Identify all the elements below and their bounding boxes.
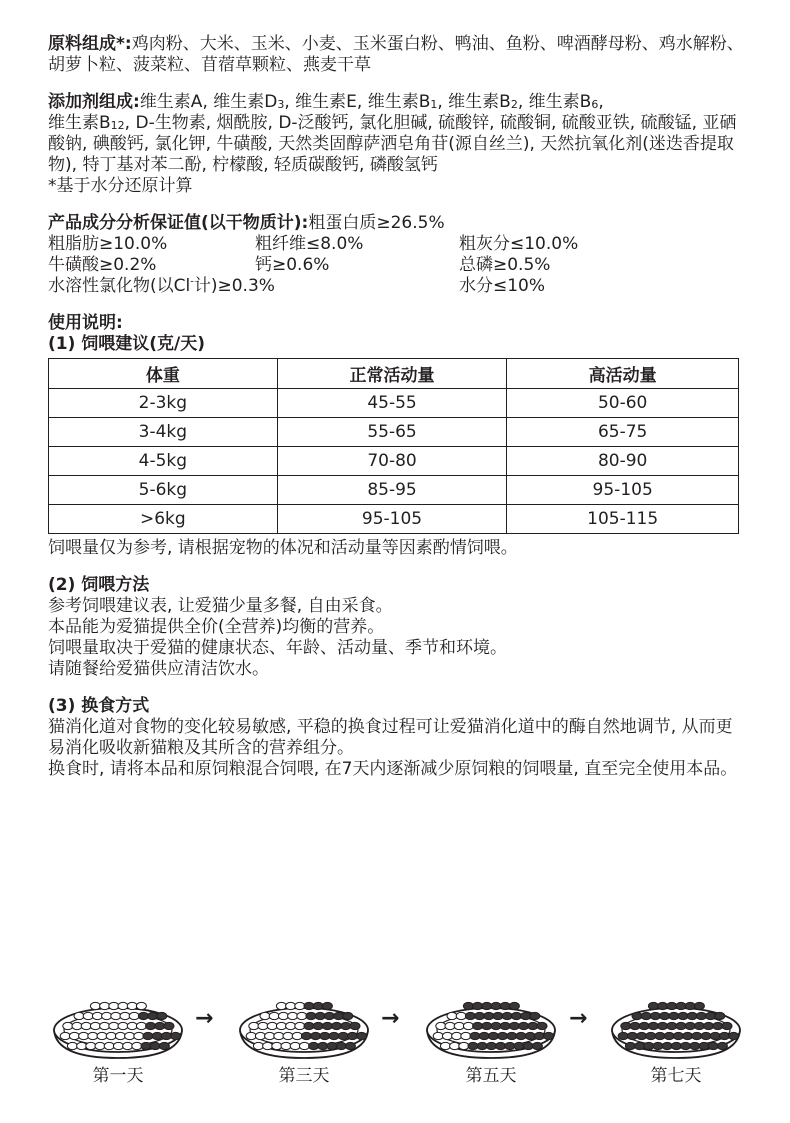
kibble-new-icon <box>692 1032 702 1039</box>
kibble-new-icon <box>713 1022 723 1029</box>
kibble-new-icon <box>318 1042 328 1049</box>
kibble-new-icon <box>336 1042 346 1049</box>
kibble-new-icon <box>618 1032 628 1039</box>
kibble-new-icon <box>704 1022 714 1029</box>
ingredients-section <box>48 34 748 76</box>
kibble-new-icon <box>484 1012 494 1019</box>
kibble-old-icon <box>253 1042 263 1049</box>
kibble-new-icon <box>699 1042 709 1049</box>
kibble-new-icon <box>653 1042 663 1049</box>
kibble-new-icon <box>717 1042 727 1049</box>
analysis-section <box>48 213 748 297</box>
kibble-new-icon <box>313 1022 323 1029</box>
kibble-new-icon <box>641 1012 651 1019</box>
kibble-new-icon <box>685 1022 695 1029</box>
kibble-new-icon <box>338 1032 348 1039</box>
kibble-new-icon <box>681 1042 691 1049</box>
additives-text: , 维生素B <box>517 92 592 112</box>
kibble-new-icon <box>683 1032 693 1039</box>
kibble-old-icon <box>276 1022 286 1029</box>
kibble-old-icon <box>454 1022 464 1029</box>
kibble-new-icon <box>470 1032 480 1039</box>
kibble-new-icon <box>519 1022 529 1029</box>
kibble-old-icon <box>456 1012 466 1019</box>
kibble-new-icon <box>468 1042 478 1049</box>
kibble-old-icon <box>115 1032 125 1039</box>
kibble-old-icon <box>295 1022 305 1029</box>
kibble-new-icon <box>532 1042 542 1049</box>
transition-illustration <box>48 984 748 1094</box>
kibble-old-icon <box>90 1002 100 1009</box>
kibble-old-icon <box>292 1032 302 1039</box>
method-line: 饲喂量取决于爱猫的健康状态、年龄、活动量、季节和环境。 <box>48 638 507 658</box>
kibble-new-icon <box>630 1022 640 1029</box>
kibble-old-icon <box>100 1002 110 1009</box>
table-note: 饲喂量仅为参考, 请根据宠物的体况和活动量等因素酌情饲喂。 <box>48 538 518 558</box>
kibble-new-icon <box>673 1032 683 1039</box>
feeding-table-title: (1) 饲喂建议(克/天) <box>48 334 206 354</box>
column-header: 正常活动量 <box>277 359 507 389</box>
switch-method-title: (3) 换食方式 <box>48 696 150 716</box>
kibble-new-icon <box>306 1012 316 1019</box>
kibble-old-icon <box>90 1022 100 1029</box>
analysis-label: 产品成分分析保证值(以干物质计): <box>48 213 309 233</box>
kibble-new-icon <box>523 1042 533 1049</box>
kibble-old-icon <box>134 1032 144 1039</box>
subscript: 2 <box>510 98 518 111</box>
kibble-old-icon <box>290 1042 300 1049</box>
day-label: 第一天 <box>92 1066 144 1086</box>
column-header: 体重 <box>49 359 278 389</box>
kibble-new-icon <box>646 1032 656 1039</box>
kibble-old-icon <box>288 1012 298 1019</box>
analysis-value: 水分≤10% <box>459 276 546 296</box>
day-label: 第七天 <box>650 1066 702 1086</box>
kibble-old-icon <box>79 1032 89 1039</box>
kibble-new-icon <box>473 1022 483 1029</box>
kibble-new-icon <box>521 1012 531 1019</box>
kibble-old-icon <box>95 1042 105 1049</box>
kibble-new-icon <box>676 1002 686 1009</box>
kibble-new-icon <box>350 1022 360 1029</box>
arrow-icon: → <box>381 1006 400 1031</box>
kibble-new-icon <box>701 1032 711 1039</box>
kibble-new-icon <box>516 1032 526 1039</box>
feeding-table <box>48 358 739 534</box>
kibble-old-icon <box>447 1012 457 1019</box>
analysis-row <box>48 234 748 255</box>
kibble-new-icon <box>164 1022 174 1029</box>
kibble-new-icon <box>530 1012 540 1019</box>
kibble-new-icon <box>627 1032 637 1039</box>
kibble-old-icon <box>67 1042 77 1049</box>
kibble-old-icon <box>127 1002 137 1009</box>
kibble-old-icon <box>260 1012 270 1019</box>
kibble-old-icon <box>104 1042 114 1049</box>
kibble-new-icon <box>625 1042 635 1049</box>
kibble-new-icon <box>635 1042 645 1049</box>
subscript: 1 <box>430 98 438 111</box>
kibble-old-icon <box>461 1032 471 1039</box>
kibble-old-icon <box>60 1032 70 1039</box>
kibble-old-icon <box>118 1022 128 1029</box>
kibble-old-icon <box>100 1022 110 1029</box>
table-header-row <box>49 359 739 389</box>
kibble-new-icon <box>322 1022 332 1029</box>
subscript: 12 <box>110 119 125 132</box>
kibble-new-icon <box>509 1022 519 1029</box>
kibble-new-icon <box>311 1032 321 1039</box>
kibble-new-icon <box>322 1002 332 1009</box>
kibble-old-icon <box>452 1032 462 1039</box>
kibble-new-icon <box>486 1042 496 1049</box>
kibble-new-icon <box>309 1042 319 1049</box>
kibble-new-icon <box>159 1042 169 1049</box>
analysis-row <box>48 255 748 276</box>
kibble-old-icon <box>281 1042 291 1049</box>
kibble-new-icon <box>678 1012 688 1019</box>
kibble-new-icon <box>509 1002 519 1009</box>
day-label: 第五天 <box>465 1066 517 1086</box>
kibble-new-icon <box>143 1032 153 1039</box>
kibble-old-icon <box>286 1002 296 1009</box>
kibble-old-icon <box>81 1022 91 1029</box>
kibble-new-icon <box>525 1032 535 1039</box>
method-line: 参考饲喂建议表, 让爱猫少量多餐, 自由采食。 <box>48 596 393 616</box>
kibble-old-icon <box>86 1042 96 1049</box>
kibble-new-icon <box>357 1032 367 1039</box>
kibble-new-icon <box>498 1032 508 1039</box>
kibble-new-icon <box>662 1042 672 1049</box>
kibble-old-icon <box>109 1002 119 1009</box>
kibble-old-icon <box>106 1032 116 1039</box>
kibble-new-icon <box>505 1042 515 1049</box>
kibble-new-icon <box>479 1032 489 1039</box>
kibble-new-icon <box>722 1022 732 1029</box>
additives-text: , 维生素E, 维生素B <box>284 92 431 112</box>
kibble-old-icon <box>445 1022 455 1029</box>
food-bowl-icon <box>48 984 188 1064</box>
kibble-new-icon <box>343 1012 353 1019</box>
ingredients-text: 鸡肉粉、大米、玉米、小麦、玉米蛋白粉、鸭油、鱼粉、啤酒酵母粉、鸡水解粉、胡萝卜粒、菠菜粒、苜蓿草颗粒、燕麦干草 <box>48 34 744 75</box>
kibble-new-icon <box>667 1022 677 1029</box>
kibble-new-icon <box>667 1002 677 1009</box>
kibble-old-icon <box>136 1002 146 1009</box>
kibble-new-icon <box>304 1002 314 1009</box>
kibble-new-icon <box>334 1012 344 1019</box>
additives-text: 维生素A, 维生素D <box>139 92 278 112</box>
kibble-old-icon <box>102 1012 112 1019</box>
kibble-old-icon <box>129 1012 139 1019</box>
method-line: 请随餐给爱猫供应清洁饮水。 <box>48 659 269 679</box>
kibble-old-icon <box>123 1042 133 1049</box>
kibble-new-icon <box>511 1012 521 1019</box>
kibble-new-icon <box>639 1022 649 1029</box>
switch-paragraph: 换食时, 请将本品和原饲粮混合饲喂, 在7天内逐渐减少原饲粮的饲喂量, 直至完全使用本品。 <box>48 759 738 779</box>
kibble-old-icon <box>88 1032 98 1039</box>
kibble-new-icon <box>313 1002 323 1009</box>
kibble-new-icon <box>500 1002 510 1009</box>
analysis-value: 钙≥0.6% <box>255 255 330 275</box>
analysis-row <box>48 276 748 297</box>
kibble-new-icon <box>687 1012 697 1019</box>
kibble-new-icon <box>347 1032 357 1039</box>
kibble-old-icon <box>276 1002 286 1009</box>
day-label: 第三天 <box>278 1066 330 1086</box>
kibble-old-icon <box>92 1012 102 1019</box>
kibble-old-icon <box>63 1022 73 1029</box>
kibble-new-icon <box>534 1032 544 1039</box>
kibble-old-icon <box>433 1032 443 1039</box>
kibble-new-icon <box>685 1002 695 1009</box>
kibble-old-icon <box>272 1042 282 1049</box>
method-line: 本品能为爱猫提供全价(全营养)均衡的营养。 <box>48 617 385 637</box>
feeding-method-title: (2) 饲喂方法 <box>48 575 150 595</box>
kibble-new-icon <box>493 1012 503 1019</box>
additives-text: 维生素B <box>48 113 111 133</box>
usage-heading: 使用说明: <box>48 313 123 333</box>
kibble-old-icon <box>440 1042 450 1049</box>
kibble-new-icon <box>502 1012 512 1019</box>
kibble-old-icon <box>118 1002 128 1009</box>
kibble-new-icon <box>171 1032 181 1039</box>
kibble-new-icon <box>706 1012 716 1019</box>
kibble-new-icon <box>465 1012 475 1019</box>
kibble-new-icon <box>658 1002 668 1009</box>
kibble-new-icon <box>544 1032 554 1039</box>
kibble-old-icon <box>132 1042 142 1049</box>
kibble-old-icon <box>120 1012 130 1019</box>
kibble-old-icon <box>297 1012 307 1019</box>
kibble-old-icon <box>258 1022 268 1029</box>
kibble-new-icon <box>690 1042 700 1049</box>
kibble-new-icon <box>507 1032 517 1039</box>
kibble-old-icon <box>69 1032 79 1039</box>
kibble-new-icon <box>729 1032 739 1039</box>
food-bowl-icon <box>234 984 374 1064</box>
additives-text: , 维生素B <box>437 92 511 112</box>
kibble-new-icon <box>304 1022 314 1029</box>
kibble-new-icon <box>648 1002 658 1009</box>
ingredients-label: 原料组成*: <box>48 34 132 54</box>
kibble-old-icon <box>127 1022 137 1029</box>
kibble-new-icon <box>138 1012 148 1019</box>
kibble-new-icon <box>482 1022 492 1029</box>
kibble-new-icon <box>708 1042 718 1049</box>
subscript: 3 <box>277 98 285 111</box>
kibble-old-icon <box>97 1032 107 1039</box>
kibble-new-icon <box>637 1032 647 1039</box>
kibble-new-icon <box>327 1042 337 1049</box>
kibble-new-icon <box>655 1032 665 1039</box>
kibble-new-icon <box>694 1002 704 1009</box>
kibble-new-icon <box>650 1012 660 1019</box>
analysis-value: 牛磺酸≥0.2% <box>48 255 157 275</box>
kibble-old-icon <box>83 1012 93 1019</box>
table-row: 5-6kg 85-95 95-105 <box>49 476 739 505</box>
additives-text: , <box>598 92 604 112</box>
kibble-new-icon <box>621 1022 631 1029</box>
kibble-old-icon <box>278 1012 288 1019</box>
subscript: 6 <box>591 98 599 111</box>
kibble-old-icon <box>295 1002 305 1009</box>
kibble-new-icon <box>719 1032 729 1039</box>
kibble-old-icon <box>111 1012 121 1019</box>
food-bowl-icon <box>421 984 561 1064</box>
kibble-new-icon <box>148 1012 158 1019</box>
kibble-new-icon <box>632 1012 642 1019</box>
kibble-old-icon <box>299 1042 309 1049</box>
table-row: 2-3kg 45-55 50-60 <box>49 389 739 418</box>
kibble-new-icon <box>488 1032 498 1039</box>
label-document <box>48 34 748 780</box>
kibble-new-icon <box>315 1012 325 1019</box>
kibble-old-icon <box>125 1032 135 1039</box>
kibble-new-icon <box>664 1032 674 1039</box>
kibble-new-icon <box>658 1022 668 1029</box>
kibble-old-icon <box>77 1042 87 1049</box>
analysis-chloride: 水溶性氯化物(以Cl-计)≥0.3% <box>48 276 275 296</box>
kibble-new-icon <box>671 1042 681 1049</box>
kibble-old-icon <box>136 1022 146 1029</box>
kibble-old-icon <box>459 1042 469 1049</box>
kibble-old-icon <box>265 1032 275 1039</box>
kibble-old-icon <box>442 1032 452 1039</box>
kibble-new-icon <box>496 1042 506 1049</box>
kibble-old-icon <box>267 1022 277 1029</box>
kibble-new-icon <box>669 1012 679 1019</box>
arrow-icon: → <box>569 1006 588 1031</box>
kibble-old-icon <box>269 1012 279 1019</box>
additives-label: 添加剂组成: <box>48 92 140 112</box>
kibble-new-icon <box>644 1042 654 1049</box>
additives-text: , D-生物素, 烟酰胺, D-泛酸钙, 氯化胆碱, 硫酸锌, 硫酸铜, 硫酸亚铁, 硫酸锰, 亚硒酸钠, 碘酸钙, 氯化钾, 牛磺酸, 天然类固醇萨洒皂角苷(源自丝兰), 天然抗氧化剂(迷迭香提取物), 特丁基对苯二酚, 柠檬酸, 轻质碳酸钙, 磷酸氢钙 <box>48 113 737 175</box>
kibble-old-icon <box>286 1022 296 1029</box>
kibble-new-icon <box>341 1022 351 1029</box>
kibble-new-icon <box>161 1032 171 1039</box>
additives-note: *基于水分还原计算 <box>48 176 193 196</box>
kibble-old-icon <box>72 1022 82 1029</box>
kibble-new-icon <box>320 1032 330 1039</box>
switch-paragraph: 猫消化道对食物的变化较易敏感, 平稳的换食过程可让爱猫消化道中的酶自然地调节, 从而更易消化吸收新猫粮及其所含的营养组分。 <box>48 717 733 758</box>
kibble-new-icon <box>152 1032 162 1039</box>
analysis-protein: 粗蛋白质≥26.5% <box>308 213 445 233</box>
table-row: 4-5kg 70-80 80-90 <box>49 447 739 476</box>
column-header: 高活动量 <box>507 359 739 389</box>
analysis-value: 总磷≥0.5% <box>459 255 551 275</box>
kibble-new-icon <box>332 1022 342 1029</box>
kibble-new-icon <box>491 1002 501 1009</box>
arrow-icon: → <box>195 1006 214 1031</box>
kibble-new-icon <box>345 1042 355 1049</box>
kibble-new-icon <box>150 1042 160 1049</box>
food-bowl-icon <box>606 984 746 1064</box>
analysis-value: 粗纤维≤8.0% <box>255 234 364 254</box>
analysis-value: 粗脂肪≥10.0% <box>48 234 168 254</box>
kibble-new-icon <box>491 1022 501 1029</box>
kibble-new-icon <box>301 1032 311 1039</box>
kibble-new-icon <box>676 1022 686 1029</box>
kibble-new-icon <box>648 1022 658 1029</box>
kibble-new-icon <box>537 1022 547 1029</box>
kibble-old-icon <box>109 1022 119 1029</box>
kibble-new-icon <box>528 1022 538 1029</box>
kibble-new-icon <box>477 1042 487 1049</box>
kibble-new-icon <box>482 1002 492 1009</box>
kibble-new-icon <box>715 1012 725 1019</box>
additives-section <box>48 92 748 176</box>
kibble-new-icon <box>463 1002 473 1009</box>
kibble-new-icon <box>473 1002 483 1009</box>
usage-section <box>48 313 748 780</box>
table-row: >6kg 95-105 105-115 <box>49 505 739 534</box>
kibble-old-icon <box>283 1032 293 1039</box>
analysis-value: 粗灰分≤10.0% <box>459 234 579 254</box>
table-row: 3-4kg 55-65 65-75 <box>49 418 739 447</box>
kibble-new-icon <box>329 1032 339 1039</box>
kibble-new-icon <box>475 1012 485 1019</box>
kibble-old-icon <box>249 1022 259 1029</box>
kibble-old-icon <box>74 1012 84 1019</box>
kibble-old-icon <box>463 1022 473 1029</box>
kibble-new-icon <box>157 1012 167 1019</box>
kibble-new-icon <box>155 1022 165 1029</box>
kibble-new-icon <box>324 1012 334 1019</box>
kibble-old-icon <box>274 1032 284 1039</box>
kibble-new-icon <box>141 1042 151 1049</box>
kibble-new-icon <box>694 1022 704 1029</box>
kibble-old-icon <box>255 1032 265 1039</box>
kibble-new-icon <box>146 1022 156 1029</box>
kibble-new-icon <box>696 1012 706 1019</box>
kibble-new-icon <box>514 1042 524 1049</box>
kibble-old-icon <box>450 1042 460 1049</box>
kibble-new-icon <box>660 1012 670 1019</box>
kibble-old-icon <box>246 1032 256 1039</box>
kibble-new-icon <box>500 1022 510 1029</box>
kibble-old-icon <box>263 1042 273 1049</box>
kibble-old-icon <box>436 1022 446 1029</box>
kibble-new-icon <box>710 1032 720 1039</box>
kibble-old-icon <box>113 1042 123 1049</box>
